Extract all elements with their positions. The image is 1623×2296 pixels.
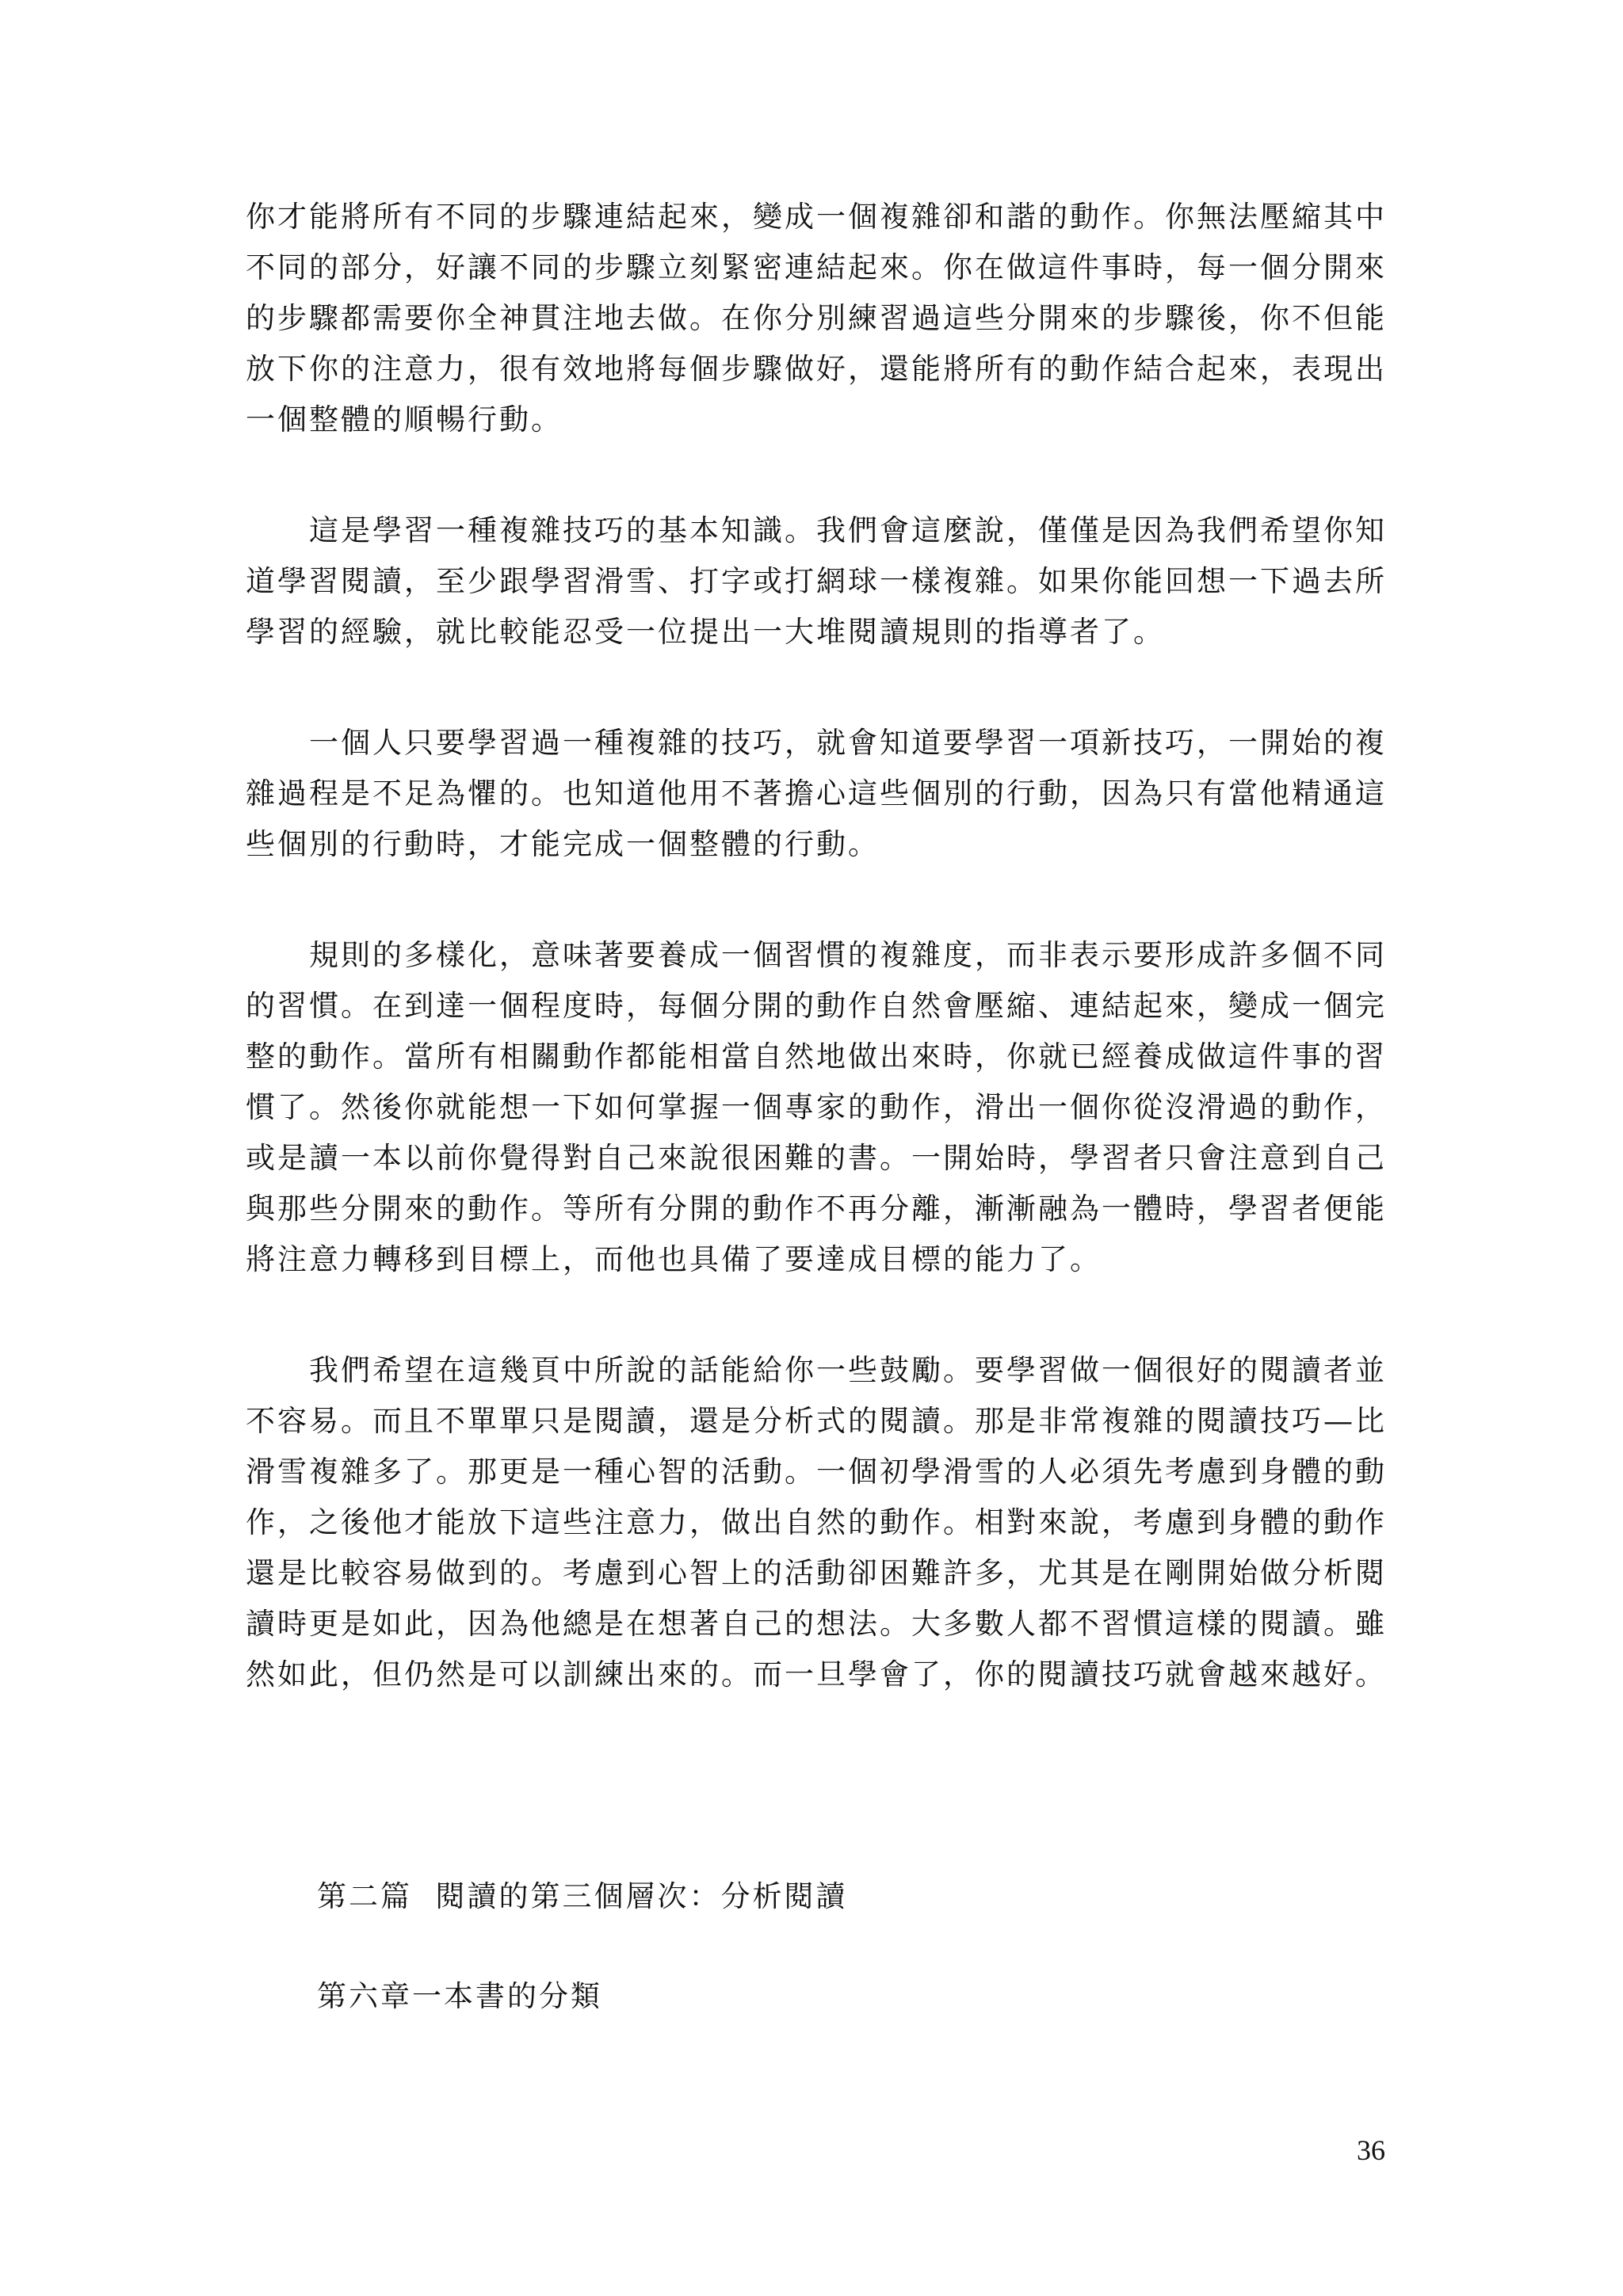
- paragraph-5: 我們希望在這幾頁中所說的話能給你一些鼓勵。要學習做一個很好的閱讀者並不容易。而且不單單只是閱讀，還是分析式的閱讀。那是非常複雜的閱讀技巧—比滑雪複雜多了。那更是一種心智的活動。一個初學滑雪的人必須先考慮到身體的動作，之後他才能放下這些注意力，做出自然的動作。相對來說，考慮到身體的動作還是比較容易做到的。考慮到心智上的活動卻困難許多，尤其是在剛開始做分析閱讀時更是如此，因為他總是在想著自己的想法。大多數人都不習慣這樣的閱讀。雖然如此，但仍然是可以訓練出來的。而一旦學會了，你的閱讀技巧就會越來越好。: [246, 1353, 1387, 1691]
- paragraph-2: 這是學習一種複雜技巧的基本知識。我們會這麼說，僅僅是因為我們希望你知道學習閱讀，至少跟學習滑雪、打字或打網球一樣複雜。如果你能回想一下過去所學習的經驗，就比較能忍受一位提出一大堆閱讀規則的指導者了。: [246, 513, 1387, 649]
- paragraph-3: 一個人只要學習過一種複雜的技巧，就會知道要學習一項新技巧，一開始的複雜過程是不足為懼的。也知道他用不著擔心這些個別的行動，因為只有當他精通這些個別的行動時，才能完成一個整體的行動。: [246, 726, 1387, 861]
- page-number: 36: [1357, 2134, 1385, 2166]
- part-title: 第二篇 閱讀的第三個層次：分析閱讀: [317, 1879, 848, 1913]
- paragraph-1: 你才能將所有不同的步驟連結起來，變成一個複雜卻和諧的動作。你無法壓縮其中不同的部分，好讓不同的步驟立刻緊密連結起來。你在做這件事時，每一個分開來的步驟都需要你全神貫注地去做。在你分別練習過這些分開來的步驟後，你不但能放下你的注意力，很有效地將每個步驟做好，還能將所有的動作結合起來，表現出一個整體的順暢行動。: [246, 200, 1387, 437]
- chapter-title: 第六章一本書的分類: [317, 1979, 602, 2013]
- body-text: [246, 192, 1387, 1760]
- paragraph-4: 規則的多樣化，意味著要養成一個習慣的複雜度，而非表示要形成許多個不同的習慣。在到達一個程度時，每個分開的動作自然會壓縮、連結起來，變成一個完整的動作。當所有相關動作都能相當自然地做出來時，你就已經養成做這件事的習慣了。然後你就能想一下如何掌握一個專家的動作，滑出一個你從沒滑過的動作，或是讀一本以前你覺得對自己來說很困難的書。一開始時，學習者只會注意到自己與那些分開來的動作。等所有分開的動作不再分離，漸漸融為一體時，學習者便能將注意力轉移到目標上，而他也具備了要達成目標的能力了。: [246, 938, 1387, 1276]
